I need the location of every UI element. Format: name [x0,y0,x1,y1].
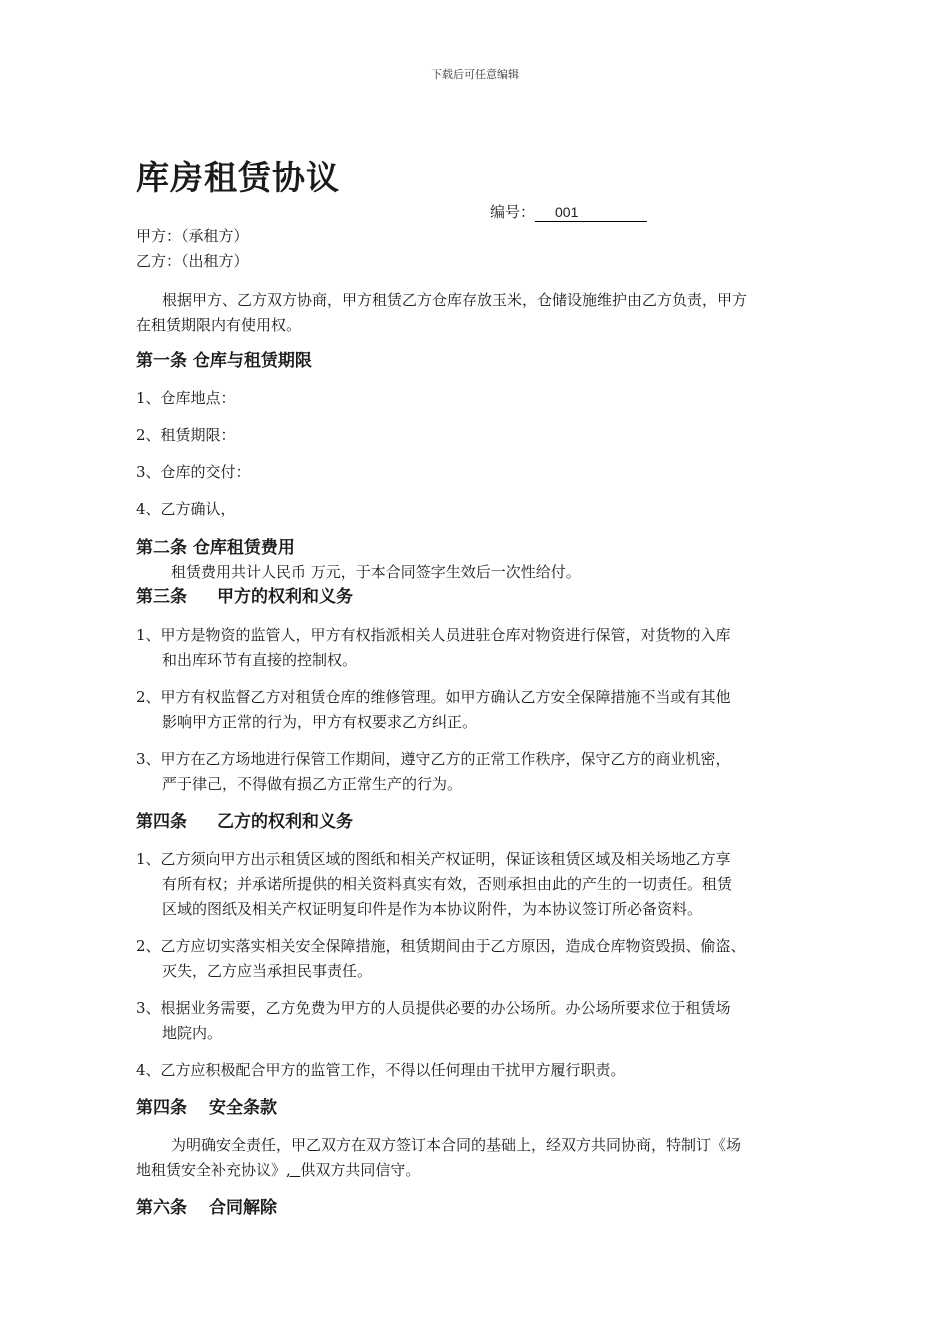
article-1-item: 2、租赁期限： [136,426,236,444]
article-5-text-line-2 [136,1160,420,1180]
article-4-name: 乙方的权利和义务 [217,812,353,832]
party-a: 甲方：（承租方） [136,227,249,245]
article-5-tail: 供双方共同信守。 [300,1161,421,1179]
article-3-name: 甲方的权利和义务 [217,587,353,607]
contract-number [490,201,647,222]
article-4-item-cont: 灭失，乙方应当承担民事责任。 [162,962,373,980]
contract-number-label: 编号： [490,203,536,221]
article-6-heading [136,1197,277,1219]
article-3-number: 第三条 [136,587,187,607]
article-3-heading [136,586,353,608]
article-6-name: 合同解除 [209,1198,277,1218]
article-4-number: 第四条 [136,812,187,832]
article-3-item: 1、甲方是物资的监管人，甲方有权指派相关人员进驻仓库对物资进行保管，对货物的入库 [136,626,731,644]
article-3-item: 2、甲方有权监督乙方对租赁仓库的维修管理。如甲方确认乙方安全保障措施不当或有其他 [136,688,731,706]
article-4-item: 1、乙方须向甲方出示租赁区域的图纸和相关产权证明，保证该租赁区域及相关场地乙方享 [136,850,731,868]
article-4-item: 3、根据业务需要，乙方免费为甲方的人员提供必要的办公场所。办公场所要求位于租赁场 [136,999,731,1017]
article-4-item-cont: 有所有权；并承诺所提供的相关资料真实有效，否则承担由此的产生的一切责任。租赁 [162,875,733,893]
intro-line-1: 根据甲方、乙方双方协商，甲方租赁乙方仓库存放玉米，仓储设施维护由乙方负责，甲方 [162,291,748,309]
article-5-heading [136,1097,277,1119]
article-5-number: 第四条 [136,1098,187,1118]
article-5-name: 安全条款 [209,1098,277,1118]
article-2-heading: 第二条 仓库租赁费用 [136,538,295,558]
page-header-note: 下载后可任意编辑 [431,68,519,81]
article-6-number: 第六条 [136,1198,187,1218]
article-1-heading: 第一条 仓库与租赁期限 [136,351,312,371]
contract-number-value: 001 [535,204,647,222]
article-5-comma: , [286,1161,301,1179]
article-3-item-cont: 严于律己，不得做有损乙方正常生产的行为。 [162,775,463,793]
article-4-heading [136,811,353,833]
article-4-item: 2、乙方应切实落实相关安全保障措施，租赁期间由于乙方原因，造成仓库物资毁损、偷盗、 [136,937,746,955]
article-5-agreement-name: 地租赁安全补充协议》 [136,1161,287,1179]
article-1-item: 4、乙方确认， [136,500,236,518]
article-2-text: 租赁费用共计人民币 万元，于本合同签字生效后一次性给付。 [171,563,581,581]
article-3-item-cont: 影响甲方正常的行为，甲方有权要求乙方纠正。 [162,713,478,731]
article-3-item: 3、甲方在乙方场地进行保管工作期间，遵守乙方的正常工作秩序，保守乙方的商业机密， [136,750,731,768]
document-title: 库房租赁协议 [136,158,340,197]
article-4-item-cont: 区域的图纸及相关产权证明复印件是作为本协议附件，为本协议签订所必备资料。 [162,900,703,918]
article-4-item: 4、乙方应积极配合甲方的监管工作，不得以任何理由干扰甲方履行职责。 [136,1061,626,1079]
article-1-item: 3、仓库的交付： [136,463,251,481]
party-b: 乙方：（出租方） [136,252,249,270]
article-3-item-cont: 和出库环节有直接的控制权。 [162,651,358,669]
article-5-text-line-1: 为明确安全责任，甲乙双方在双方签订本合同的基础上，经双方共同协商，特制订《场 [171,1136,742,1154]
article-1-item: 1、仓库地点： [136,389,236,407]
article-4-item-cont: 地院内。 [162,1024,223,1042]
intro-line-2: 在租赁期限内有使用权。 [136,316,302,334]
